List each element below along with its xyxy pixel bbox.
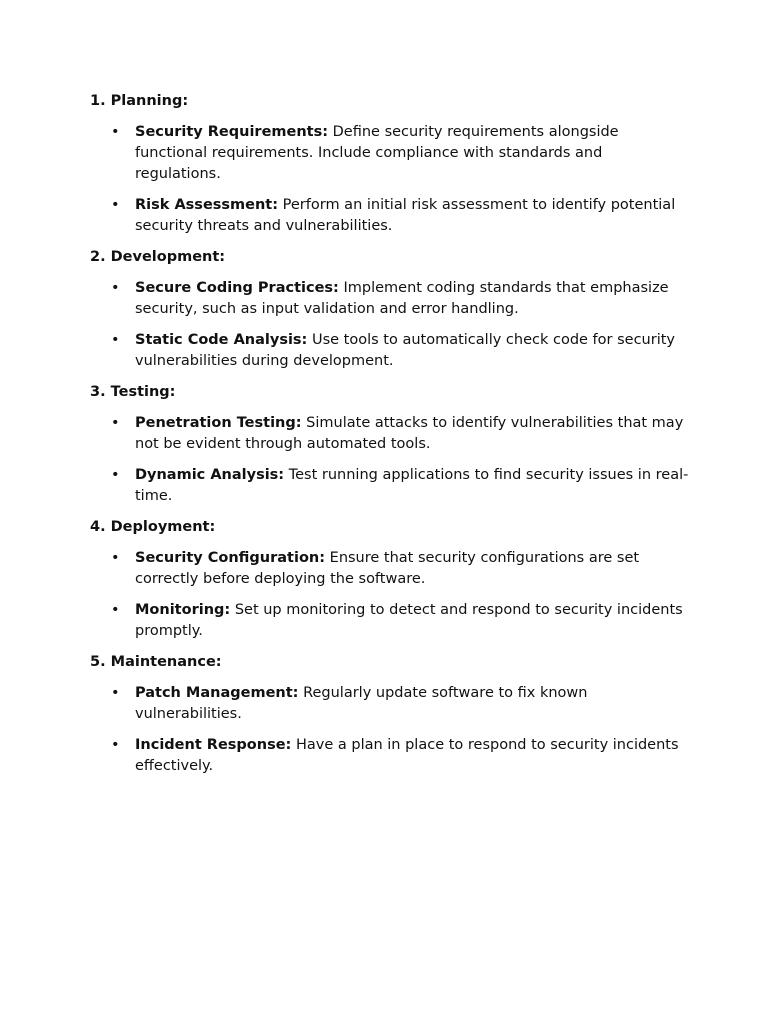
- bullet-icon: •: [111, 685, 120, 701]
- section-title: 3. Testing:: [90, 384, 176, 400]
- list-item: [90, 735, 690, 777]
- list-item: [90, 330, 690, 372]
- bullet-list: [90, 122, 690, 237]
- bullet-icon: •: [111, 332, 120, 348]
- section-title: 2. Development:: [90, 249, 226, 265]
- list-item: [90, 413, 690, 455]
- item-term: Secure Coding Practices:: [135, 280, 339, 296]
- section-maintenance: [90, 652, 690, 777]
- item-term: Security Requirements:: [135, 124, 329, 140]
- section-title: 5. Maintenance:: [90, 654, 222, 670]
- list-item: [90, 122, 690, 185]
- bullet-icon: •: [111, 737, 120, 753]
- list-item: [90, 600, 690, 642]
- bullet-icon: •: [111, 124, 120, 140]
- bullet-icon: •: [111, 550, 120, 566]
- document-body: [90, 91, 690, 787]
- item-term: Penetration Testing:: [135, 415, 302, 431]
- item-term: Risk Assessment:: [135, 197, 279, 213]
- item-text: Use tools to automatically check code for security vulnerabilities during development.: [135, 332, 675, 369]
- item-term: Static Code Analysis:: [135, 332, 308, 348]
- item-text: Simulate attacks to identify vulnerabilities that may not be evident through automated tools.: [135, 415, 684, 452]
- bullet-list: [90, 278, 690, 372]
- item-term: Incident Response:: [135, 737, 292, 753]
- item-term: Dynamic Analysis:: [135, 467, 285, 483]
- list-item: [90, 465, 690, 507]
- item-term: Monitoring:: [135, 602, 231, 618]
- section-planning: [90, 91, 690, 237]
- section-testing: [90, 382, 690, 507]
- item-text: Set up monitoring to detect and respond to security incidents promptly.: [135, 602, 683, 639]
- bullet-icon: •: [111, 467, 120, 483]
- item-text: Have a plan in place to respond to security incidents effectively.: [135, 737, 679, 774]
- bullet-icon: •: [111, 197, 120, 213]
- item-text: Define security requirements alongside functional requirements. Include compliance with standards and regulations.: [135, 124, 619, 182]
- list-item: [90, 548, 690, 590]
- item-text: Perform an initial risk assessment to identify potential security threats and vulnerabilities.: [135, 197, 676, 234]
- list-item: [90, 683, 690, 725]
- item-text: Implement coding standards that emphasize security, such as input validation and error handling.: [135, 280, 669, 317]
- bullet-list: [90, 683, 690, 777]
- item-term: Security Configuration:: [135, 550, 326, 566]
- item-text: Test running applications to find security issues in real-time.: [135, 467, 689, 504]
- list-item: [90, 195, 690, 237]
- bullet-icon: •: [111, 415, 120, 431]
- section-development: [90, 247, 690, 372]
- section-title: 1. Planning:: [90, 93, 189, 109]
- item-text: Ensure that security configurations are set correctly before deploying the software.: [135, 550, 640, 587]
- section-deployment: [90, 517, 690, 642]
- bullet-list: [90, 548, 690, 642]
- bullet-list: [90, 413, 690, 507]
- bullet-icon: •: [111, 280, 120, 296]
- list-item: [90, 278, 690, 320]
- bullet-icon: •: [111, 602, 120, 618]
- section-title: 4. Deployment:: [90, 519, 216, 535]
- item-term: Patch Management:: [135, 685, 299, 701]
- item-text: Regularly update software to fix known vulnerabilities.: [135, 685, 588, 722]
